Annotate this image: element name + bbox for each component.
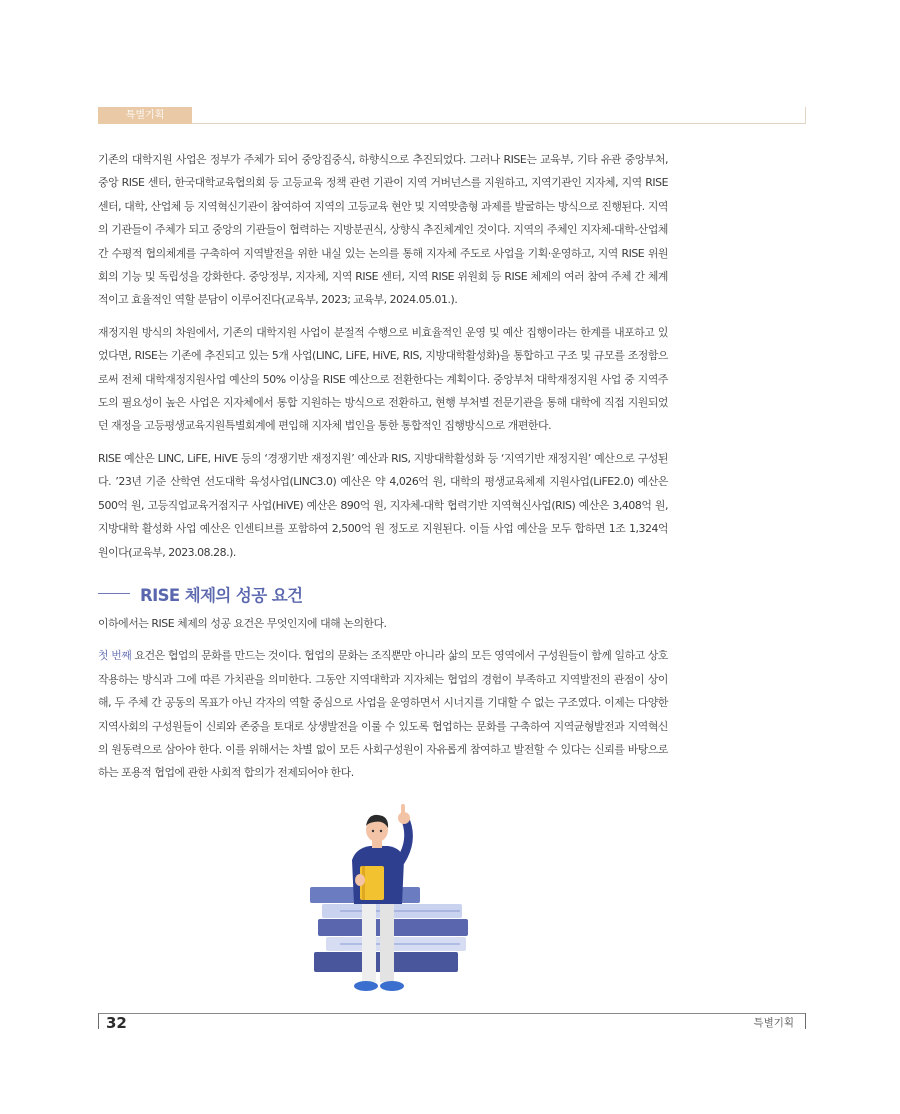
footer-section-label: 특별기획 [753,1017,794,1029]
section-title: RISE 체제의 성공 요건 [140,585,303,605]
page-number: 32 [106,1014,127,1032]
header-rule [192,123,806,124]
section-heading [98,582,668,606]
section-tag: 특별기획 [98,107,192,124]
article-body [98,148,668,794]
student-with-books-illustration [300,800,480,1000]
paragraph-4-rest: 요건은 협업의 문화를 만드는 것이다. 협업의 문화는 조직뿐만 아니라 삶의 모든 영역에서 구성원들이 함께 일하고 상호작용하는 방식과 그에 따른 가치관을 의미한다. 그동안 지역대학과 지자체는 협업의 경험이 부족하고 지역발전의 관점이 상이해, 두 주체 간 공동의 목표가 아닌 각자의 역할 중심으로 사업을 운영하면서 시너지를 기대할 수 없는 구조였다. 이제는 다양한 지역사회의 구성원들이 신뢰와 존중을 토대로 상생발전을 이룰 수 있도록 협업하는 문화를 구축하여 지역균형발전과 지역혁신의 원동력으로 삼아야 한다. 이를 위해서는 차별 없이 모든 사회구성원이 자유롭게 참여하고 발전할 수 있다는 신뢰를 바탕으로 하는 포용적 협업에 관한 사회적 합의가 전제되어야 한다. [98,649,668,780]
footer-tick-left [98,1013,99,1029]
header-tick [805,107,806,124]
heading-rule [98,593,130,594]
paragraph-3: RISE 예산은 LINC, LiFE, HiVE 등의 ‘경쟁기반 재정지원’ 예산과 RIS, 지방대학활성화 등 ‘지역기반 재정지원’ 예산으로 구성된다. ’23년 기준 산학연 선도대학 육성사업(LINC3.0) 예산은 약 4,026억 원, 대학의 평생교육체제 지원사업(LiFE2.0) 예산은 500억 원, 고등직업교육거점지구 사업(HiVE) 예산은 890억 원, 지자체-대학 협력기반 지역혁신사업(RIS) 예산은 3,408억 원, 지방대학 활성화 사업 예산은 인센티브를 포함하여 2,500억 원 정도로 지원된다. 이들 사업 예산을 모두 합하면 1조 1,324억 원이다(교육부, 2023.08.28.). [98,451,668,559]
paragraph-2: 재정지원 방식의 차원에서, 기존의 대학지원 사업이 분절적 수행으로 비효율적인 운영 및 예산 집행이라는 한계를 내포하고 있었다면, RISE는 기존에 추진되고 있는 5개 사업(LINC, LiFE, HiVE, RIS, 지방대학활성화)을 통합하고 구조 및 규모를 조정함으로써 전체 대학재정지원사업 예산의 50% 이상을 RISE 예산으로 전환한다는 계획이다. 중앙부처 대학재정지원 사업 중 지역주도의 필요성이 높은 사업은 지자체에서 통합 지원하는 방식으로 전환하고, 현행 부처별 전문기관을 통해 대학에 직접 지원되었던 재정을 고등평생교육지원특별회계에 편입해 지자체 법인을 통한 통합적인 집행방식으로 개편한다. [98,325,668,433]
paragraph-4 [98,644,668,784]
footer-tick-right [805,1013,806,1029]
section-intro: 이하에서는 RISE 체제의 성공 요건은 무엇인지에 대해 논의한다. [98,616,387,630]
footer-rule [98,1013,806,1014]
paragraph-4-lead: 첫 번째 [98,649,132,663]
paragraph-1: 기존의 대학지원 사업은 정부가 주체가 되어 중앙집중식, 하향식으로 추진되었다. 그러나 RISE는 교육부, 기타 유관 중앙부처, 중앙 RISE 센터, 한국대학교육협의회 등 고등교육 정책 관련 기관이 지역 거버넌스를 지원하고, 지역기관인 지자체, 지역 RISE 센터, 대학, 산업체 등 지역혁신기관이 참여하여 지역의 고등교육 현안 및 지역맞춤형 과제를 발굴하는 방식으로 진행된다. 지역의 기관들이 주체가 되고 중앙의 기관들이 협력하는 지방분권식, 상향식 추진체계인 것이다. 지역의 주체인 지자체-대학-산업체 간 수평적 협의체계를 구축하여 지역발전을 위한 내실 있는 논의를 통해 지자체 주도로 사업을 기획·운영하고, 지역 RISE 위원회의 기능 및 독립성을 강화한다. 중앙정부, 지자체, 지역 RISE 센터, 지역 RISE 위원회 등 RISE 체제의 여러 참여 주체 간 체계적이고 효율적인 역할 분담이 이루어진다(교육부, 2023; 교육부, 2024.05.01.). [98,153,668,307]
